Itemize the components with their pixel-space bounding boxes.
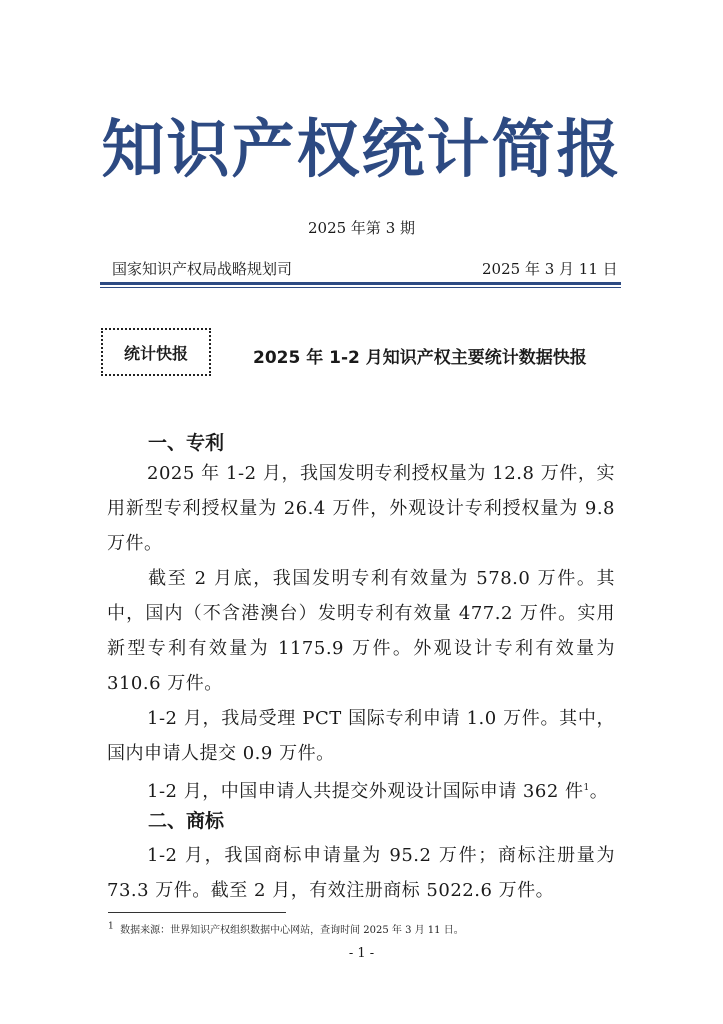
issuing-organization: 国家知识产权局战略规划司: [112, 260, 293, 278]
patent-paragraph-4: 1-2 月，中国申请人共提交外观设计国际申请 362 件$^1$。: [147, 781, 609, 802]
report-title: 2025 年 1-2 月知识产权主要统计数据快报: [253, 348, 587, 368]
issue-number: 2025 年第 3 期: [307, 219, 416, 237]
patent-paragraph-2: 截至 2 月底，我国发明专利有效量为 578.0 万件。其中，国内（不含港澳台）发明专利有效量 477.2 万件。实用新型专利有效量为 1175.9 万件。外观设计专利有效量为 310.6 万件。: [107, 568, 615, 694]
stat-flash-badge: 统计快报: [101, 328, 211, 376]
footnote-reference: 1: [583, 783, 590, 793]
header-divider-thick: [100, 282, 621, 285]
footnote: $^1$ 数据来源：世界知识产权组织数据中心网站，查询时间 2025 年 3 月 11 日。: [108, 921, 464, 936]
section-heading-trademark: 二、商标: [148, 810, 225, 832]
trademark-paragraph-1: 1-2 月，我国商标申请量为 95.2 万件；商标注册量为 73.3 万件。截至 2 月，有效注册商标 5022.6 万件。: [107, 845, 615, 901]
patent-paragraph-3: 1-2 月，我局受理 PCT 国际专利申请 1.0 万件。其中，国内申请人提交 0.9 万件。: [107, 708, 615, 764]
header-divider-thin: [100, 287, 621, 288]
document-title: 知识产权统计简报: [101, 112, 622, 186]
footnote-divider: [108, 912, 286, 913]
patent-paragraph-1: 2025 年 1-2 月，我国发明专利授权量为 12.8 万件，实用新型专利授权量为 26.4 万件，外观设计专利授权量为 9.8 万件。: [107, 463, 615, 554]
section-heading-patent: 一、专利: [148, 432, 225, 454]
page-number: - 1 -: [348, 946, 375, 961]
issue-date: 2025 年 3 月 11 日: [482, 260, 618, 278]
